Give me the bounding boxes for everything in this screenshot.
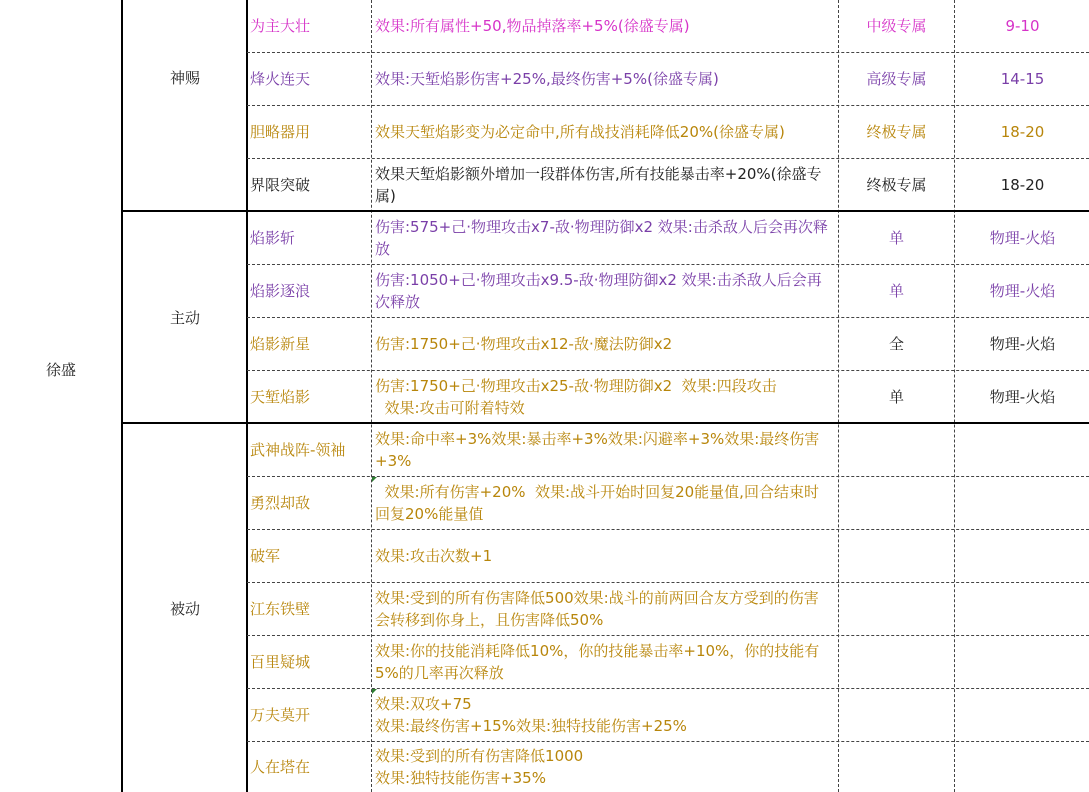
skill-effect: 效果:天堑焰影伤害+25%,最终伤害+5%(徐盛专属) [375, 70, 719, 88]
skill-name: 焰影新星 [250, 335, 311, 353]
group-label-divine: 神赐 [169, 69, 200, 87]
skill-name: 胆略器用 [250, 123, 311, 141]
hero-name: 徐盛 [45, 361, 76, 379]
skill-level-range: 9-10 [1005, 17, 1040, 35]
skill-element: 物理-火焰 [989, 335, 1056, 353]
skill-tier: 终极专属 [866, 123, 927, 141]
comment-marker-icon [372, 689, 377, 694]
column-divider [121, 0, 123, 792]
group-label-passive: 被动 [169, 600, 200, 618]
skill-level-range: 14-15 [1000, 70, 1045, 88]
skill-name: 焰影斩 [250, 229, 296, 247]
column-divider [246, 0, 248, 792]
skill-name: 勇烈却敌 [250, 494, 311, 512]
skill-effect: 伤害:1050+己·物理攻击x9.5-敌·物理防御x2 效果:击杀敌人后会再次释放 [375, 271, 822, 311]
skill-tier: 中级专属 [866, 17, 927, 35]
skill-target: 单 [888, 282, 904, 300]
skill-target: 单 [888, 387, 904, 406]
skill-name: 破军 [250, 547, 281, 565]
skill-name: 为主大壮 [250, 17, 311, 35]
skill-effect: 效果:攻击次数+1 [375, 547, 493, 565]
skill-name: 天堑焰影 [250, 387, 311, 406]
skill-effect: 伤害:1750+己·物理攻击x25-敌·物理防御x2 效果:四段攻击 效果:攻击可附着特效 [375, 376, 777, 417]
skill-effect: 效果:命中率+3%效果:暴击率+3%效果:闪避率+3%效果:最终伤害+3% [375, 430, 820, 470]
skill-effect: 效果:你的技能消耗降低10%，你的技能暴击率+10%，你的技能有5%的几率再次释放 [375, 642, 820, 682]
skill-effect: 效果:受到的所有伤害降低1000 效果:独特技能伤害+35% [375, 747, 584, 787]
column-divider [371, 0, 372, 792]
skill-effect: 效果天堑焰影变为必定命中,所有战技消耗降低20%(徐盛专属) [375, 123, 785, 141]
skill-effect: 效果:所有伤害+20% 效果:战斗开始时回复20能量值,回合结束时回复20%能量值 [375, 483, 819, 523]
skill-element: 物理-火焰 [989, 387, 1056, 406]
skill-target: 全 [888, 335, 904, 353]
skill-effect: 伤害:1750+己·物理攻击x12-敌·魔法防御x2 [375, 335, 673, 353]
skill-name: 人在塔在 [250, 758, 311, 776]
skill-tier: 终极专属 [866, 175, 927, 194]
skill-level-range: 18-20 [1000, 123, 1045, 141]
skill-element: 物理-火焰 [989, 229, 1056, 247]
skill-effect: 效果:受到的所有伤害降低500效果:战斗的前两回合友方受到的伤害会转移到你身上，且伤害降低50% [375, 589, 819, 629]
skill-name: 烽火连天 [250, 70, 311, 88]
group-label-active: 主动 [169, 309, 200, 327]
skill-tier: 高级专属 [866, 70, 927, 88]
skill-name: 武神战阵-领袖 [250, 441, 346, 459]
skill-name: 江东铁壁 [250, 600, 311, 618]
skill-effect: 效果天堑焰影额外增加一段群体伤害,所有技能暴击率+20%(徐盛专属) [375, 164, 822, 205]
skill-name: 界限突破 [250, 175, 311, 194]
column-divider [954, 0, 955, 792]
skill-effect: 效果:双攻+75 效果:最终伤害+15%效果:独特技能伤害+25% [375, 695, 687, 735]
skill-name: 焰影逐浪 [250, 282, 311, 300]
skill-name: 百里疑城 [250, 653, 311, 671]
skill-target: 单 [888, 229, 904, 247]
skill-effect: 效果:所有属性+50,物品掉落率+5%(徐盛专属) [375, 17, 690, 35]
skill-effect: 伤害:575+己·物理攻击x7-敌·物理防御x2 效果:击杀敌人后会再次释放 [375, 218, 828, 258]
skill-element: 物理-火焰 [989, 282, 1056, 300]
skill-name: 万夫莫开 [250, 706, 311, 724]
skill-level-range: 18-20 [1000, 175, 1045, 194]
